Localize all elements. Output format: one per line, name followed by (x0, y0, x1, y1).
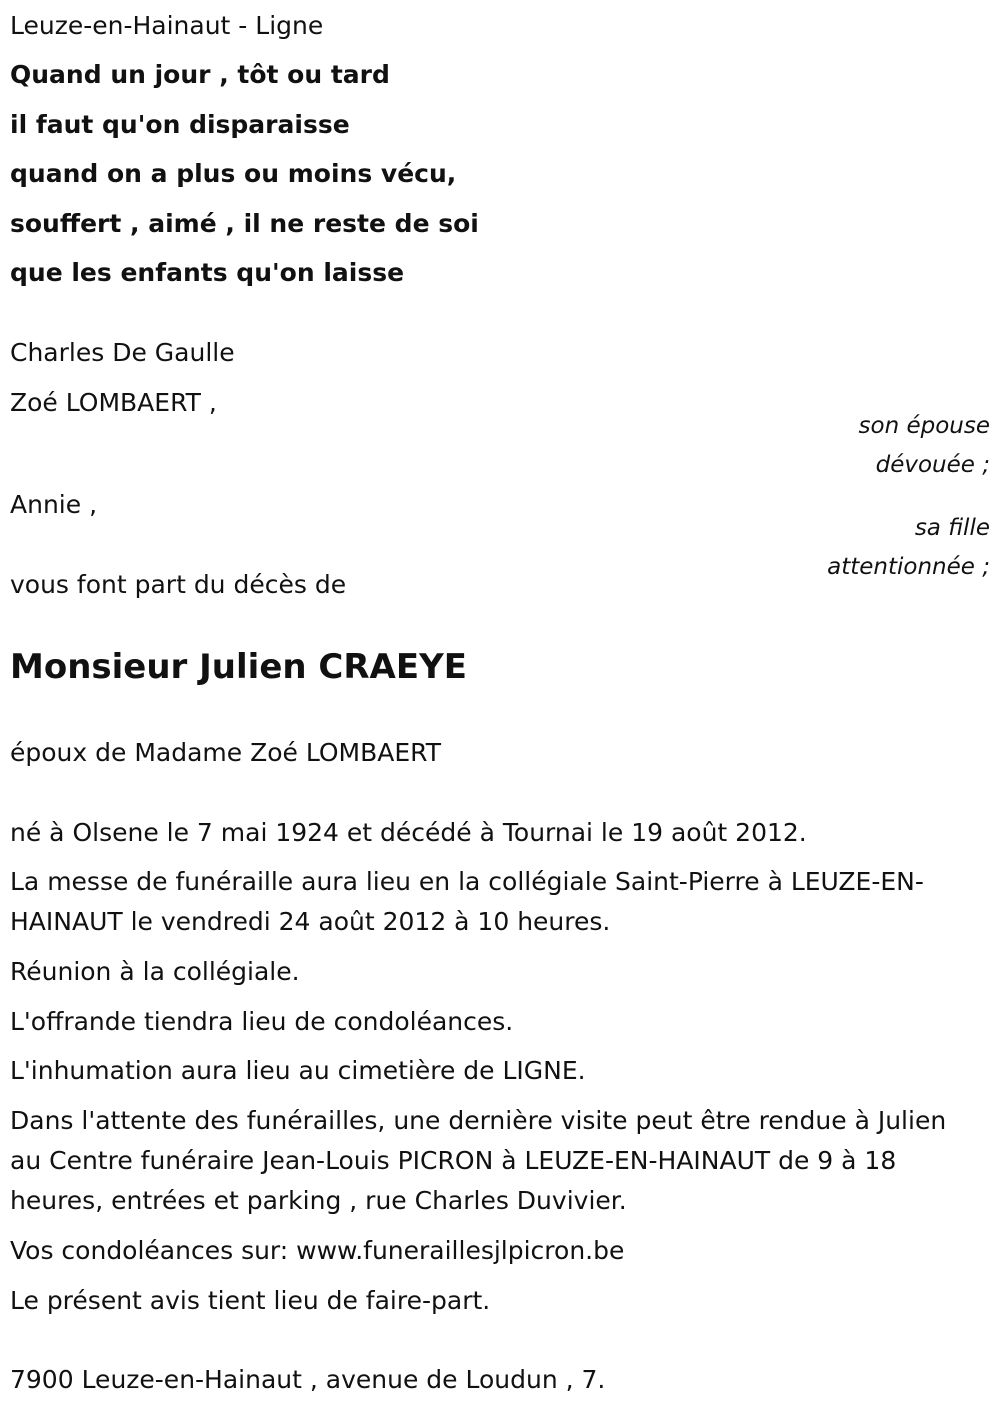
mass-paragraph: La messe de funéraille aura lieu en la collégiale Saint-Pierre à LEUZE-EN-HAINAUT le vendredi 24 août 2012 à 10 heures. (10, 867, 924, 936)
poem-line: il faut qu'on disparaisse (10, 110, 350, 139)
spouse-of-line: époux de Madame Zoé LOMBAERT (10, 738, 441, 767)
spouse-name: Zoé LOMBAERT , (10, 388, 217, 417)
daughter-note-line: attentionnée ; (827, 554, 990, 580)
poem-line: quand on a plus ou moins vécu, (10, 159, 457, 188)
location-header: Leuze-en-Hainaut - Ligne (10, 11, 324, 40)
birth-death-line: né à Olsene le 7 mai 1924 et décédé à Tournai le 19 août 2012. (10, 818, 807, 847)
poem-line: que les enfants qu'on laisse (10, 258, 405, 287)
spouse-note (859, 411, 990, 480)
visit-paragraph: Dans l'attente des funérailles, une dernière visite peut être rendue à Julien au Centre funéraire Jean-Louis PICRON à LEUZE-EN-HAINAUT de 9 à 18 heures, entrées et parking , rue Charles Duvivier. (10, 1106, 947, 1215)
address-line: 7900 Leuze-en-Hainaut , avenue de Loudun , 7. (10, 1365, 606, 1394)
poem-line: Quand un jour , tôt ou tard (10, 60, 390, 89)
daughter-note (827, 513, 990, 582)
meeting-line: Réunion à la collégiale. (10, 957, 300, 986)
announcement-line: vous font part du décès de (10, 570, 347, 599)
burial-line: L'inhumation aura lieu au cimetière de LIGNE. (10, 1056, 586, 1085)
deceased-name: Monsieur Julien CRAEYE (10, 647, 467, 687)
condolences-line: Vos condoléances sur: www.funeraillesjlpicron.be (10, 1236, 625, 1265)
spouse-note-line: son épouse (858, 413, 990, 439)
poem-attribution: Charles De Gaulle (10, 338, 235, 367)
spouse-note-line: dévouée ; (875, 452, 990, 478)
notice-line: Le présent avis tient lieu de faire-part. (10, 1286, 491, 1315)
daughter-name: Annie , (10, 490, 98, 519)
daughter-note-line: sa fille (914, 515, 990, 541)
poem-line: souffert , aimé , il ne reste de soi (10, 209, 479, 238)
offering-line: L'offrande tiendra lieu de condoléances. (10, 1007, 514, 1036)
